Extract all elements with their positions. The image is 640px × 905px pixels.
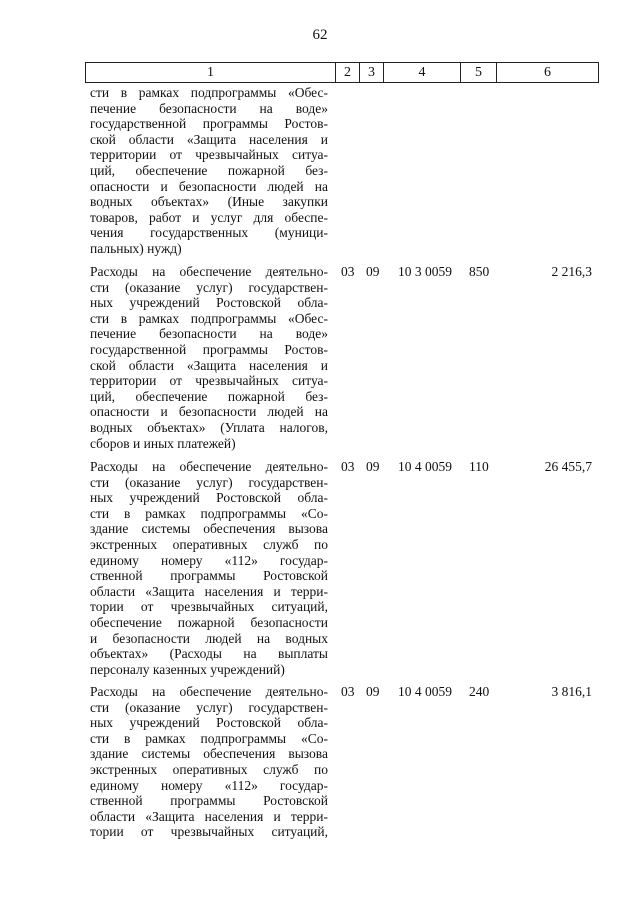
description-line: товаров, работ и услуг для обеспе- <box>90 209 328 225</box>
target-article-code: 10 3 0059 <box>398 264 452 279</box>
target-article-code: 10 4 0059 <box>398 459 452 474</box>
description-line: ций, обеспечение пожарной без- <box>90 388 328 404</box>
description-line: сти (оказание услуг) государствен- <box>90 279 328 295</box>
description-line: Расходы на обеспечение деятельно- <box>90 459 328 474</box>
description-line: государственной программы Ростов- <box>90 341 328 357</box>
expense-type-code: 850 <box>469 264 490 279</box>
description-line: обеспечение пожарной безопасности <box>90 614 328 630</box>
description-line: сти в рамках подпрограммы «Обес- <box>90 85 328 100</box>
description-line: государственной программы Ростов- <box>90 116 328 132</box>
subsection-code: 09 <box>366 684 380 699</box>
description-line: сборов и иных платежей) <box>90 435 236 451</box>
row-description <box>90 459 328 677</box>
description-line: ных учреждений Ростовской обла- <box>90 715 328 731</box>
header-col-1: 1 <box>86 63 336 83</box>
description-line: области «Защита населения и терри- <box>90 808 328 824</box>
description-line: единому номеру «112» государ- <box>90 552 328 568</box>
description-line: тории от чрезвычайных ситуаций, <box>90 599 328 615</box>
description-line: сти в рамках подпрограммы «Обес- <box>90 310 328 326</box>
amount: 2 216,3 <box>551 264 592 279</box>
row-description <box>90 264 328 451</box>
description-line: опасности и безопасности людей на <box>90 178 328 194</box>
description-line: пальных) нужд) <box>90 240 182 256</box>
description-line: тории от чрезвычайных ситуаций, <box>90 824 328 840</box>
column-header-row <box>85 62 599 83</box>
description-line: здание системы обеспечения вызова <box>90 746 328 762</box>
subsection-code: 09 <box>366 459 380 474</box>
description-line: территории от чрезвычайных ситуа- <box>90 373 328 389</box>
header-col-2: 2 <box>336 63 360 83</box>
description-line: ской области «Защита населения и <box>90 131 328 147</box>
amount: 3 816,1 <box>551 684 592 699</box>
description-line: ных учреждений Ростовской обла- <box>90 490 328 506</box>
section-code: 03 <box>341 684 355 699</box>
section-code: 03 <box>341 459 355 474</box>
description-line: сти (оказание услуг) государствен- <box>90 474 328 490</box>
description-line: ций, обеспечение пожарной без- <box>90 162 328 178</box>
description-line: Расходы на обеспечение деятельно- <box>90 264 328 279</box>
description-line: Расходы на обеспечение деятельно- <box>90 684 328 699</box>
description-line: сти (оказание услуг) государствен- <box>90 699 328 715</box>
description-line: ской области «Защита населения и <box>90 357 328 373</box>
description-line: сти в рамках подпрограммы «Со- <box>90 505 328 521</box>
description-line: опасности и безопасности людей на <box>90 404 328 420</box>
description-line: области «Защита населения и терри- <box>90 583 328 599</box>
amount: 26 455,7 <box>544 459 592 474</box>
description-line: экстренных оперативных служб по <box>90 761 328 777</box>
target-article-code: 10 4 0059 <box>398 684 452 699</box>
page-number: 62 <box>312 27 328 43</box>
expense-type-code: 240 <box>469 684 490 699</box>
description-line: печение безопасности на воде» <box>90 100 328 116</box>
description-line: территории от чрезвычайных ситуа- <box>90 147 328 163</box>
description-line: водных объектах» (Иные закупки <box>90 194 328 210</box>
continuation-description <box>90 85 328 257</box>
header-col-3: 3 <box>360 63 384 83</box>
description-line: печение безопасности на воде» <box>90 326 328 342</box>
header-col-5: 5 <box>461 63 497 83</box>
section-code: 03 <box>341 264 355 279</box>
header-col-4: 4 <box>384 63 461 83</box>
row-description <box>90 684 328 840</box>
description-line: ственной программы Ростовской <box>90 793 328 809</box>
header-col-6: 6 <box>497 63 599 83</box>
description-line: и безопасности людей на водных <box>90 630 328 646</box>
description-line: ных учреждений Ростовской обла- <box>90 295 328 311</box>
description-line: ственной программы Ростовской <box>90 568 328 584</box>
description-line: чения государственных (муници- <box>90 225 328 241</box>
description-line: единому номеру «112» государ- <box>90 777 328 793</box>
description-line: сти в рамках подпрограммы «Со- <box>90 730 328 746</box>
description-line: экстренных оперативных служб по <box>90 536 328 552</box>
description-line: объектах» (Расходы на выплаты <box>90 646 328 662</box>
description-line: водных объектах» (Уплата налогов, <box>90 419 328 435</box>
description-line: персоналу казенных учреждений) <box>90 661 285 677</box>
subsection-code: 09 <box>366 264 380 279</box>
expense-type-code: 110 <box>469 459 489 474</box>
description-line: здание системы обеспечения вызова <box>90 521 328 537</box>
